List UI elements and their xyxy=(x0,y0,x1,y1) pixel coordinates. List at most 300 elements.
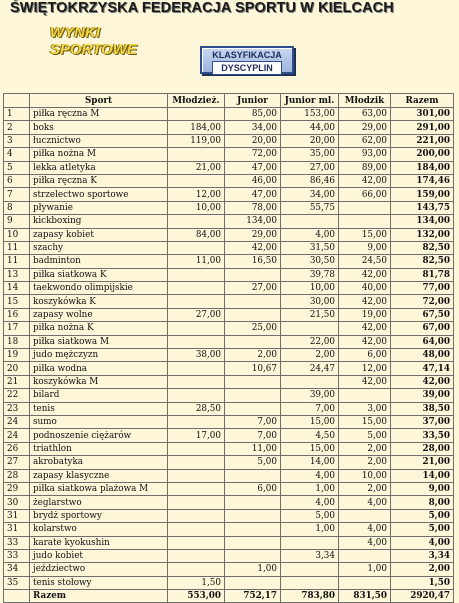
mlodzik-cell: 6,00 xyxy=(339,349,391,362)
table-row xyxy=(4,188,454,201)
table-row xyxy=(4,442,454,455)
mlodziez-cell: 28,50 xyxy=(168,402,225,415)
razem-cell: 67,00 xyxy=(391,322,454,335)
sport-name-cell: judo mężczyzn xyxy=(30,349,168,362)
rank-cell: 34 xyxy=(4,563,30,576)
mlodziez-cell: 184,00 xyxy=(168,121,225,134)
rank-cell: 10 xyxy=(4,228,30,241)
total-label: Razem xyxy=(30,590,168,603)
sport-name-cell: karate kyokushin xyxy=(30,536,168,549)
mlodzik-cell: 3,00 xyxy=(339,402,391,415)
razem-cell: 200,00 xyxy=(391,148,454,161)
razem-cell: 33,50 xyxy=(391,429,454,442)
junior-ml-cell: 153,00 xyxy=(281,108,339,121)
razem-cell: 184,00 xyxy=(391,161,454,174)
mlodziez-cell: 38,00 xyxy=(168,349,225,362)
mlodziez-cell xyxy=(168,148,225,161)
junior-cell: 10,67 xyxy=(225,362,281,375)
junior-ml-cell: 21,50 xyxy=(281,308,339,321)
total-cell: 783,80 xyxy=(281,590,339,603)
sport-name-cell: jeździectwo xyxy=(30,563,168,576)
razem-cell: 132,00 xyxy=(391,228,454,241)
junior-cell: 16,50 xyxy=(225,255,281,268)
table-row xyxy=(4,282,454,295)
junior-ml-cell: 4,00 xyxy=(281,469,339,482)
rank-cell: 22 xyxy=(4,389,30,402)
total-cell: 831,50 xyxy=(339,590,391,603)
rank-cell: 11 xyxy=(4,241,30,254)
total-cell xyxy=(4,590,30,603)
junior-ml-cell: 5,00 xyxy=(281,509,339,522)
table-row xyxy=(4,228,454,241)
rank-cell: 31 xyxy=(4,509,30,522)
razem-cell: 67,50 xyxy=(391,308,454,321)
junior-ml-cell xyxy=(281,322,339,335)
table-row xyxy=(4,255,454,268)
junior-cell xyxy=(225,335,281,348)
mlodzik-cell: 29,00 xyxy=(339,121,391,134)
rank-cell: 1 xyxy=(4,108,30,121)
junior-cell: 134,00 xyxy=(225,215,281,228)
mlodzik-cell: 2,00 xyxy=(339,442,391,455)
junior-cell: 34,00 xyxy=(225,121,281,134)
mlodziez-cell: 10,00 xyxy=(168,201,225,214)
junior-cell: 78,00 xyxy=(225,201,281,214)
table-row xyxy=(4,536,454,549)
junior-cell: 27,00 xyxy=(225,282,281,295)
table-row xyxy=(4,509,454,522)
junior-cell: 47,00 xyxy=(225,161,281,174)
junior-ml-cell xyxy=(281,215,339,228)
mlodzik-cell: 40,00 xyxy=(339,282,391,295)
page-header xyxy=(0,0,459,88)
table-row xyxy=(4,108,454,121)
mlodzik-cell: 89,00 xyxy=(339,161,391,174)
mlodziez-cell xyxy=(168,295,225,308)
mlodziez-cell xyxy=(168,174,225,187)
junior-ml-cell: 55,75 xyxy=(281,201,339,214)
total-cell: 553,00 xyxy=(168,590,225,603)
mlodzik-cell xyxy=(339,389,391,402)
column-header: Młodzik xyxy=(339,94,391,108)
junior-ml-cell: 20,00 xyxy=(281,134,339,147)
junior-ml-cell xyxy=(281,563,339,576)
table-row xyxy=(4,549,454,562)
junior-ml-cell: 1,00 xyxy=(281,482,339,495)
sport-name-cell: badminton xyxy=(30,255,168,268)
junior-ml-cell: 22,00 xyxy=(281,335,339,348)
mlodzik-cell: 19,00 xyxy=(339,308,391,321)
sport-name-cell: pływanie xyxy=(30,201,168,214)
rank-cell: 33 xyxy=(4,536,30,549)
mlodziez-cell: 1,50 xyxy=(168,576,225,589)
mlodzik-cell: 9,00 xyxy=(339,241,391,254)
mlodzik-cell xyxy=(339,509,391,522)
sport-name-cell: piłka siatkowa M xyxy=(30,335,168,348)
mlodziez-cell xyxy=(168,496,225,509)
section-title-line1: WYNKI xyxy=(50,24,100,41)
razem-cell: 48,00 xyxy=(391,349,454,362)
table-row xyxy=(4,482,454,495)
sport-name-cell: kolarstwo xyxy=(30,523,168,536)
junior-cell: 85,00 xyxy=(225,108,281,121)
junior-ml-cell xyxy=(281,576,339,589)
junior-ml-cell: 39,78 xyxy=(281,268,339,281)
rank-cell: 17 xyxy=(4,322,30,335)
mlodzik-cell: 4,00 xyxy=(339,523,391,536)
column-header xyxy=(4,94,30,108)
sport-name-cell: piłka siatkowa K xyxy=(30,268,168,281)
table-row xyxy=(4,241,454,254)
razem-cell: 159,00 xyxy=(391,188,454,201)
rank-cell: 6 xyxy=(4,174,30,187)
mlodziez-cell xyxy=(168,322,225,335)
razem-cell: 39,00 xyxy=(391,389,454,402)
mlodzik-cell: 2,00 xyxy=(339,482,391,495)
mlodziez-cell xyxy=(168,563,225,576)
mlodziez-cell xyxy=(168,549,225,562)
mlodziez-cell: 27,00 xyxy=(168,308,225,321)
section-title xyxy=(50,24,137,58)
junior-ml-cell: 7,00 xyxy=(281,402,339,415)
rank-cell: 3 xyxy=(4,134,30,147)
rank-cell: 16 xyxy=(4,308,30,321)
junior-ml-cell: 44,00 xyxy=(281,121,339,134)
mlodzik-cell xyxy=(339,549,391,562)
mlodziez-cell xyxy=(168,509,225,522)
junior-cell: 11,00 xyxy=(225,442,281,455)
mlodzik-cell xyxy=(339,201,391,214)
mlodzik-cell: 4,00 xyxy=(339,496,391,509)
rank-cell: 14 xyxy=(4,282,30,295)
junior-ml-cell xyxy=(281,536,339,549)
mlodzik-cell: 10,00 xyxy=(339,469,391,482)
junior-ml-cell: 4,00 xyxy=(281,228,339,241)
classification-button[interactable] xyxy=(200,46,294,74)
sport-name-cell: tenis xyxy=(30,402,168,415)
junior-ml-cell xyxy=(281,375,339,388)
mlodziez-cell xyxy=(168,389,225,402)
sport-name-cell: judo kobiet xyxy=(30,549,168,562)
sport-name-cell: kickboxing xyxy=(30,215,168,228)
sport-name-cell: taekwondo olimpijskie xyxy=(30,282,168,295)
junior-ml-cell: 31,50 xyxy=(281,241,339,254)
mlodzik-cell xyxy=(339,215,391,228)
junior-cell: 5,00 xyxy=(225,456,281,469)
mlodziez-cell xyxy=(168,215,225,228)
table-row xyxy=(4,523,454,536)
junior-cell xyxy=(225,389,281,402)
mlodzik-cell xyxy=(339,576,391,589)
table-row xyxy=(4,456,454,469)
razem-cell: 77,00 xyxy=(391,282,454,295)
table-body xyxy=(4,108,454,590)
section-title-line2: SPORTOWE xyxy=(50,41,137,58)
rank-cell: 24 xyxy=(4,415,30,428)
sport-name-cell: strzelectwo sportowe xyxy=(30,188,168,201)
mlodziez-cell: 21,00 xyxy=(168,161,225,174)
junior-cell xyxy=(225,496,281,509)
razem-cell: 3,34 xyxy=(391,549,454,562)
junior-cell: 7,00 xyxy=(225,429,281,442)
razem-cell: 72,00 xyxy=(391,295,454,308)
rank-cell: 20 xyxy=(4,362,30,375)
junior-ml-cell: 4,50 xyxy=(281,429,339,442)
mlodziez-cell xyxy=(168,482,225,495)
razem-cell: 28,00 xyxy=(391,442,454,455)
junior-cell: 25,00 xyxy=(225,322,281,335)
table-row xyxy=(4,389,454,402)
table-row xyxy=(4,496,454,509)
junior-cell: 47,00 xyxy=(225,188,281,201)
junior-ml-cell: 15,00 xyxy=(281,442,339,455)
rank-cell: 11 xyxy=(4,255,30,268)
rank-cell: 26 xyxy=(4,442,30,455)
razem-cell: 134,00 xyxy=(391,215,454,228)
razem-cell: 42,00 xyxy=(391,375,454,388)
classification-button-line2: DYSCYPLIN xyxy=(212,61,282,75)
rank-cell: 27 xyxy=(4,456,30,469)
results-table xyxy=(3,93,454,603)
mlodziez-cell: 119,00 xyxy=(168,134,225,147)
mlodzik-cell: 42,00 xyxy=(339,322,391,335)
razem-cell: 5,00 xyxy=(391,523,454,536)
razem-cell: 291,00 xyxy=(391,121,454,134)
rank-cell: 8 xyxy=(4,201,30,214)
mlodzik-cell: 1,00 xyxy=(339,563,391,576)
rank-cell: 35 xyxy=(4,576,30,589)
rank-cell: 2 xyxy=(4,121,30,134)
sport-name-cell: piłka ręczna M xyxy=(30,108,168,121)
mlodzik-cell: 42,00 xyxy=(339,174,391,187)
sport-name-cell: bilard xyxy=(30,389,168,402)
razem-cell: 174,46 xyxy=(391,174,454,187)
table-row xyxy=(4,201,454,214)
junior-cell xyxy=(225,469,281,482)
junior-cell: 46,00 xyxy=(225,174,281,187)
junior-ml-cell: 30,00 xyxy=(281,295,339,308)
table-row xyxy=(4,429,454,442)
razem-cell: 4,00 xyxy=(391,536,454,549)
junior-cell xyxy=(225,576,281,589)
rank-cell: 5 xyxy=(4,161,30,174)
sport-name-cell: triathlon xyxy=(30,442,168,455)
column-header: Młodzież. xyxy=(168,94,225,108)
junior-cell xyxy=(225,549,281,562)
total-row xyxy=(4,590,454,603)
junior-cell: 2,00 xyxy=(225,349,281,362)
table-row xyxy=(4,121,454,134)
sport-name-cell: podnoszenie ciężarów xyxy=(30,429,168,442)
mlodzik-cell: 4,00 xyxy=(339,536,391,549)
razem-cell: 1,50 xyxy=(391,576,454,589)
junior-ml-cell: 3,34 xyxy=(281,549,339,562)
total-cell: 2920,47 xyxy=(391,590,454,603)
mlodziez-cell: 84,00 xyxy=(168,228,225,241)
table-row xyxy=(4,362,454,375)
table-row xyxy=(4,469,454,482)
rank-cell: 31 xyxy=(4,523,30,536)
sport-name-cell: piłka wodna xyxy=(30,362,168,375)
junior-ml-cell: 30,50 xyxy=(281,255,339,268)
table-row xyxy=(4,322,454,335)
mlodziez-cell xyxy=(168,108,225,121)
junior-ml-cell: 15,00 xyxy=(281,415,339,428)
razem-cell: 38,50 xyxy=(391,402,454,415)
classification-button-line1: KLASYFIKACJA xyxy=(212,50,282,60)
rank-cell: 15 xyxy=(4,295,30,308)
column-header: Junior ml. xyxy=(281,94,339,108)
rank-cell: 4 xyxy=(4,148,30,161)
rank-cell: 29 xyxy=(4,482,30,495)
table-row xyxy=(4,268,454,281)
table-row xyxy=(4,174,454,187)
junior-ml-cell: 35,00 xyxy=(281,148,339,161)
mlodzik-cell: 42,00 xyxy=(339,375,391,388)
mlodziez-cell xyxy=(168,241,225,254)
table-row xyxy=(4,576,454,589)
junior-cell: 6,00 xyxy=(225,482,281,495)
razem-cell: 143,75 xyxy=(391,201,454,214)
mlodzik-cell: 5,00 xyxy=(339,429,391,442)
sport-name-cell: żeglarstwo xyxy=(30,496,168,509)
mlodziez-cell xyxy=(168,536,225,549)
mlodziez-cell xyxy=(168,282,225,295)
junior-cell xyxy=(225,375,281,388)
junior-cell: 42,00 xyxy=(225,241,281,254)
junior-cell xyxy=(225,268,281,281)
razem-cell: 81,78 xyxy=(391,268,454,281)
mlodziez-cell xyxy=(168,523,225,536)
mlodzik-cell: 42,00 xyxy=(339,295,391,308)
rank-cell: 19 xyxy=(4,349,30,362)
mlodzik-cell: 66,00 xyxy=(339,188,391,201)
column-header: Junior xyxy=(225,94,281,108)
table-row xyxy=(4,148,454,161)
column-header: Sport xyxy=(30,94,168,108)
razem-cell: 2,00 xyxy=(391,563,454,576)
junior-cell xyxy=(225,523,281,536)
junior-ml-cell: 86,46 xyxy=(281,174,339,187)
sport-name-cell: piłka siatkowa plażowa M xyxy=(30,482,168,495)
mlodziez-cell: 11,00 xyxy=(168,255,225,268)
sport-name-cell: lekka atletyka xyxy=(30,161,168,174)
organization-title: ŚWIĘTOKRZYSKA FEDERACJA SPORTU W KIELCACH xyxy=(10,0,394,16)
razem-cell: 9,00 xyxy=(391,482,454,495)
mlodzik-cell: 93,00 xyxy=(339,148,391,161)
mlodzik-cell: 12,00 xyxy=(339,362,391,375)
mlodzik-cell: 24,50 xyxy=(339,255,391,268)
sport-name-cell: boks xyxy=(30,121,168,134)
sport-name-cell: akrobatyka xyxy=(30,456,168,469)
mlodzik-cell: 15,00 xyxy=(339,415,391,428)
table-row xyxy=(4,161,454,174)
sport-name-cell: piłka nożna M xyxy=(30,148,168,161)
junior-cell: 72,00 xyxy=(225,148,281,161)
razem-cell: 21,00 xyxy=(391,456,454,469)
sport-name-cell: piłka ręczna K xyxy=(30,174,168,187)
table-row xyxy=(4,563,454,576)
rank-cell: 24 xyxy=(4,429,30,442)
razem-cell: 301,00 xyxy=(391,108,454,121)
razem-cell: 14,00 xyxy=(391,469,454,482)
razem-cell: 64,00 xyxy=(391,335,454,348)
junior-cell: 20,00 xyxy=(225,134,281,147)
razem-cell: 82,50 xyxy=(391,241,454,254)
mlodziez-cell xyxy=(168,268,225,281)
sport-name-cell: sumo xyxy=(30,415,168,428)
sport-name-cell: koszykówka M xyxy=(30,375,168,388)
junior-cell: 1,00 xyxy=(225,563,281,576)
table-row xyxy=(4,134,454,147)
junior-ml-cell: 24,47 xyxy=(281,362,339,375)
table-row xyxy=(4,349,454,362)
junior-ml-cell: 10,00 xyxy=(281,282,339,295)
rank-cell: 21 xyxy=(4,375,30,388)
mlodzik-cell: 42,00 xyxy=(339,268,391,281)
junior-cell xyxy=(225,308,281,321)
junior-ml-cell: 27,00 xyxy=(281,161,339,174)
rank-cell: 7 xyxy=(4,188,30,201)
mlodziez-cell xyxy=(168,375,225,388)
junior-cell xyxy=(225,509,281,522)
razem-cell: 8,00 xyxy=(391,496,454,509)
razem-cell: 221,00 xyxy=(391,134,454,147)
junior-ml-cell: 39,00 xyxy=(281,389,339,402)
table-row xyxy=(4,215,454,228)
sport-name-cell: koszykówka K xyxy=(30,295,168,308)
razem-cell: 5,00 xyxy=(391,509,454,522)
rank-cell: 30 xyxy=(4,496,30,509)
mlodziez-cell xyxy=(168,442,225,455)
sport-name-cell: szachy xyxy=(30,241,168,254)
mlodziez-cell: 12,00 xyxy=(168,188,225,201)
table-row xyxy=(4,402,454,415)
junior-cell xyxy=(225,402,281,415)
sport-name-cell: tenis stołowy xyxy=(30,576,168,589)
mlodzik-cell: 62,00 xyxy=(339,134,391,147)
razem-cell: 37,00 xyxy=(391,415,454,428)
junior-ml-cell: 4,00 xyxy=(281,496,339,509)
sport-name-cell: piłka nożna K xyxy=(30,322,168,335)
mlodziez-cell xyxy=(168,456,225,469)
mlodziez-cell xyxy=(168,415,225,428)
junior-ml-cell: 1,00 xyxy=(281,523,339,536)
rank-cell: 18 xyxy=(4,335,30,348)
table-row xyxy=(4,295,454,308)
mlodzik-cell: 2,00 xyxy=(339,456,391,469)
mlodzik-cell: 15,00 xyxy=(339,228,391,241)
razem-cell: 82,50 xyxy=(391,255,454,268)
razem-cell: 47,14 xyxy=(391,362,454,375)
mlodziez-cell xyxy=(168,335,225,348)
mlodziez-cell: 17,00 xyxy=(168,429,225,442)
rank-cell: 23 xyxy=(4,402,30,415)
mlodzik-cell: 63,00 xyxy=(339,108,391,121)
total-cell: 752,17 xyxy=(225,590,281,603)
sport-name-cell: brydż sportowy xyxy=(30,509,168,522)
junior-cell xyxy=(225,295,281,308)
mlodziez-cell xyxy=(168,362,225,375)
rank-cell: 28 xyxy=(4,469,30,482)
table-row xyxy=(4,308,454,321)
junior-cell: 29,00 xyxy=(225,228,281,241)
junior-cell xyxy=(225,536,281,549)
mlodziez-cell xyxy=(168,469,225,482)
junior-ml-cell: 14,00 xyxy=(281,456,339,469)
table-row xyxy=(4,375,454,388)
junior-cell: 7,00 xyxy=(225,415,281,428)
